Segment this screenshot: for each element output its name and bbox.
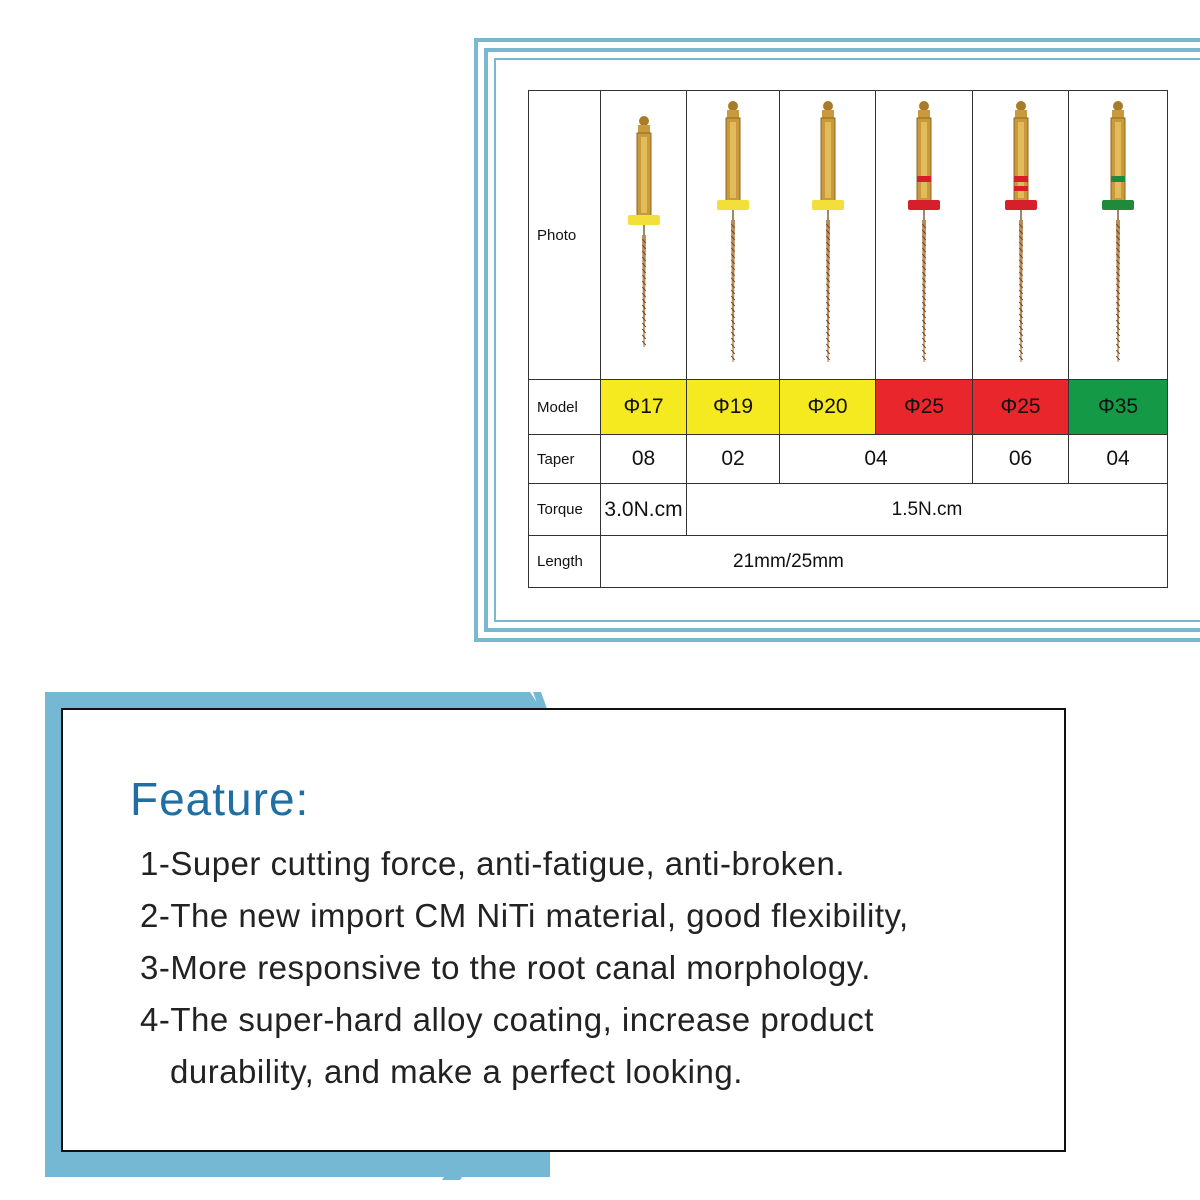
feature-item: 1-Super cutting force, anti-fatigue, anti-broken.: [140, 845, 846, 882]
file-neck: [643, 225, 645, 235]
endo-file-image: [1098, 100, 1138, 370]
file-photo: [973, 91, 1069, 380]
file-neck: [732, 210, 734, 220]
endo-file-image: [1001, 100, 1041, 370]
file-photo: [687, 91, 780, 380]
endo-file-image: [808, 100, 848, 370]
taper-cell: 04: [1069, 435, 1168, 484]
file-neck: [1117, 210, 1119, 220]
model-cell: Φ20: [780, 380, 876, 435]
file-cap: [823, 101, 833, 111]
file-neck: [923, 210, 925, 220]
file-stopper: [1102, 200, 1134, 210]
file-handle-top: [1015, 110, 1027, 118]
endo-file-image: [624, 115, 664, 355]
model-cell: Φ35: [1069, 380, 1168, 435]
file-handle-top: [918, 110, 930, 118]
taper-cell: 02: [687, 435, 780, 484]
feature-item: 2-The new import CM NiTi material, good flexibility,: [140, 897, 909, 934]
file-band: [917, 176, 931, 182]
file-handle-top: [727, 110, 739, 118]
file-neck: [1020, 210, 1022, 220]
file-cap: [728, 101, 738, 111]
photo-row: [529, 91, 1168, 380]
file-photo: [1069, 91, 1168, 380]
torque-cell: 3.0N.cm: [601, 484, 687, 536]
torque-row: [529, 484, 1168, 536]
file-neck: [827, 210, 829, 220]
file-cap: [1016, 101, 1026, 111]
taper-row: [529, 435, 1168, 484]
file-band: [1014, 176, 1028, 182]
feature-item: 3-More responsive to the root canal morphology.: [140, 949, 871, 986]
torque-label: Torque: [529, 484, 601, 536]
file-handle-top: [822, 110, 834, 118]
length-cell: 21mm/25mm: [601, 536, 1168, 588]
file-cap: [639, 116, 649, 126]
model-cell: Φ17: [601, 380, 687, 435]
model-cell: Φ25: [973, 380, 1069, 435]
photo-label: Photo: [529, 91, 601, 380]
taper-cell: 06: [973, 435, 1069, 484]
file-handle-shine: [1115, 122, 1121, 198]
file-handle-top: [638, 125, 650, 133]
endo-file-image: [904, 100, 944, 370]
file-stopper: [812, 200, 844, 210]
spec-table: [528, 90, 1168, 588]
file-cap: [919, 101, 929, 111]
file-stopper: [908, 200, 940, 210]
file-photo: [601, 91, 687, 380]
file-stopper: [717, 200, 749, 210]
taper-label: Taper: [529, 435, 601, 484]
model-cell: Φ19: [687, 380, 780, 435]
model-cell: Φ25: [876, 380, 973, 435]
taper-cell: 08: [601, 435, 687, 484]
taper-cell: 04: [780, 435, 973, 484]
endo-file-image: [713, 100, 753, 370]
feature-title: Feature:: [130, 773, 310, 825]
feature-list: [140, 838, 909, 1098]
file-handle-shine: [641, 137, 647, 213]
file-handle-shine: [825, 122, 831, 198]
feature-item: durability, and make a perfect looking.: [170, 1053, 743, 1090]
file-photo: [876, 91, 973, 380]
file-band: [1014, 186, 1028, 191]
file-handle-shine: [921, 122, 927, 198]
model-row: [529, 380, 1168, 435]
file-handle-shine: [730, 122, 736, 198]
file-stopper: [1005, 200, 1037, 210]
file-handle-top: [1112, 110, 1124, 118]
file-stopper: [628, 215, 660, 225]
file-photo: [780, 91, 876, 380]
length-label: Length: [529, 536, 601, 588]
length-row: [529, 536, 1168, 588]
torque-cell: 1.5N.cm: [687, 484, 1168, 536]
feature-item: 4-The super-hard alloy coating, increase product: [140, 1001, 874, 1038]
file-band: [1111, 176, 1125, 182]
file-cap: [1113, 101, 1123, 111]
model-label: Model: [529, 380, 601, 435]
